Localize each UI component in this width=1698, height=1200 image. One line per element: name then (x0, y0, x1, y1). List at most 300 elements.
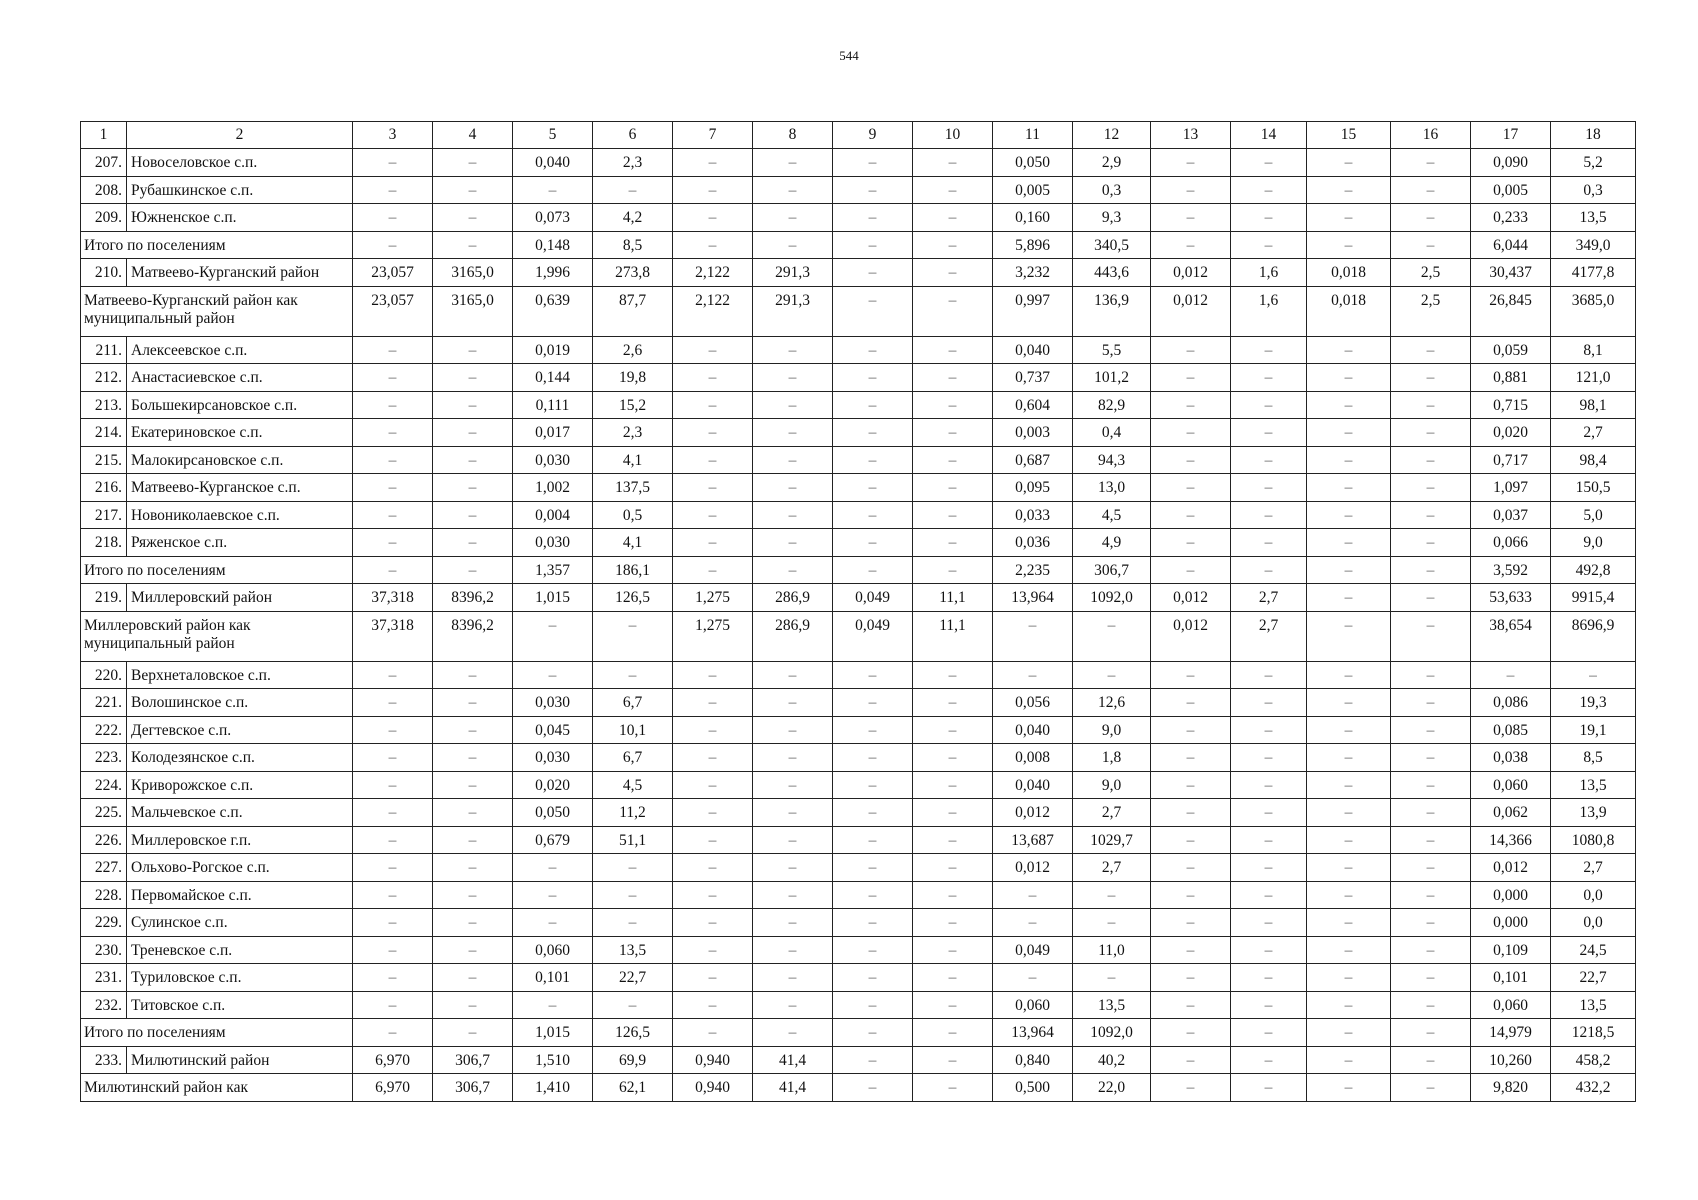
table-row (81, 529, 1636, 557)
value-cell: 22,7 (593, 964, 673, 992)
header-cell: 14 (1231, 122, 1307, 149)
value-cell: 6,970 (353, 1046, 433, 1074)
value-cell: – (913, 964, 993, 992)
value-cell: 0,036 (993, 529, 1073, 557)
value-cell: – (353, 446, 433, 474)
value-cell: – (1307, 204, 1391, 232)
row-name: Екатериновское с.п. (127, 419, 353, 447)
value-cell: 0,717 (1471, 446, 1551, 474)
value-cell: – (433, 231, 513, 259)
value-cell: 3165,0 (433, 286, 513, 336)
value-cell: – (433, 936, 513, 964)
value-cell: – (833, 176, 913, 204)
value-cell: – (433, 854, 513, 882)
value-cell: – (1307, 826, 1391, 854)
value-cell: – (593, 881, 673, 909)
value-cell: – (673, 336, 753, 364)
value-cell: – (433, 1019, 513, 1047)
value-cell: – (833, 419, 913, 447)
value-cell: – (1231, 336, 1307, 364)
value-cell: – (673, 149, 753, 177)
value-cell: 0,005 (1471, 176, 1551, 204)
value-cell: – (673, 661, 753, 689)
value-cell: – (673, 204, 753, 232)
value-cell: – (1391, 744, 1471, 772)
row-number: 227. (81, 854, 127, 882)
value-cell: – (1151, 419, 1231, 447)
value-cell: 2,7 (1551, 419, 1636, 447)
row-number: 221. (81, 689, 127, 717)
value-cell: 1,8 (1073, 744, 1151, 772)
row-number: 207. (81, 149, 127, 177)
value-cell: – (913, 149, 993, 177)
value-cell: – (1391, 391, 1471, 419)
value-cell: 4,1 (593, 446, 673, 474)
value-cell: – (1391, 419, 1471, 447)
value-cell: – (753, 364, 833, 392)
table-row (81, 689, 1636, 717)
value-cell: 0,881 (1471, 364, 1551, 392)
value-cell: – (1307, 661, 1391, 689)
value-cell: – (833, 259, 913, 287)
value-cell: 0,639 (513, 286, 593, 336)
row-label: Итого по поселениям (81, 556, 353, 584)
value-cell: – (1391, 611, 1471, 661)
value-cell: – (433, 501, 513, 529)
value-cell: – (673, 1019, 753, 1047)
value-cell: – (1307, 391, 1391, 419)
value-cell: 0,060 (513, 936, 593, 964)
value-cell: – (433, 474, 513, 502)
value-cell: 0,005 (993, 176, 1073, 204)
value-cell: – (593, 611, 673, 661)
value-cell: – (1151, 1046, 1231, 1074)
value-cell: 37,318 (353, 584, 433, 612)
value-cell: 273,8 (593, 259, 673, 287)
row-number: 229. (81, 909, 127, 937)
value-cell: – (1391, 176, 1471, 204)
header-cell: 4 (433, 122, 513, 149)
header-cell: 16 (1391, 122, 1471, 149)
value-cell: 3165,0 (433, 259, 513, 287)
value-cell: 101,2 (1073, 364, 1151, 392)
header-cell: 6 (593, 122, 673, 149)
total-row (81, 611, 1636, 661)
value-cell: – (833, 964, 913, 992)
value-cell: – (1307, 556, 1391, 584)
value-cell: 41,4 (753, 1046, 833, 1074)
value-cell: – (673, 881, 753, 909)
value-cell: 13,687 (993, 826, 1073, 854)
value-cell: 1,6 (1231, 286, 1307, 336)
value-cell: 13,5 (1073, 991, 1151, 1019)
value-cell: 13,5 (1551, 991, 1636, 1019)
value-cell: 6,970 (353, 1074, 433, 1102)
value-cell: 0,000 (1471, 909, 1551, 937)
value-cell: 13,964 (993, 1019, 1073, 1047)
row-number: 230. (81, 936, 127, 964)
value-cell: 4,2 (593, 204, 673, 232)
value-cell: – (753, 991, 833, 1019)
value-cell: – (353, 231, 433, 259)
value-cell: – (1231, 771, 1307, 799)
value-cell: 9,0 (1073, 716, 1151, 744)
value-cell: 126,5 (593, 584, 673, 612)
value-cell: – (673, 744, 753, 772)
value-cell: – (1231, 661, 1307, 689)
value-cell: 19,1 (1551, 716, 1636, 744)
value-cell: 69,9 (593, 1046, 673, 1074)
value-cell: – (1391, 364, 1471, 392)
value-cell: – (913, 204, 993, 232)
value-cell: 1,6 (1231, 259, 1307, 287)
value-cell: – (353, 854, 433, 882)
value-cell: 19,3 (1551, 689, 1636, 717)
value-cell: – (1391, 661, 1471, 689)
row-name: Туриловское с.п. (127, 964, 353, 992)
value-cell: – (913, 991, 993, 1019)
value-cell: 492,8 (1551, 556, 1636, 584)
table-row (81, 936, 1636, 964)
value-cell: – (833, 936, 913, 964)
value-cell: – (753, 231, 833, 259)
value-cell: 137,5 (593, 474, 673, 502)
value-cell: – (1391, 149, 1471, 177)
header-cell: 3 (353, 122, 433, 149)
value-cell: 0,012 (1151, 259, 1231, 287)
value-cell: – (753, 744, 833, 772)
value-cell: – (673, 991, 753, 1019)
table-row (81, 391, 1636, 419)
row-number: 215. (81, 446, 127, 474)
row-number: 217. (81, 501, 127, 529)
value-cell: – (1391, 854, 1471, 882)
value-cell: – (1231, 936, 1307, 964)
row-number: 225. (81, 799, 127, 827)
value-cell: – (833, 364, 913, 392)
value-cell: – (833, 204, 913, 232)
header-cell: 9 (833, 122, 913, 149)
value-cell: – (1391, 529, 1471, 557)
value-cell: 5,0 (1551, 501, 1636, 529)
value-cell: 286,9 (753, 611, 833, 661)
value-cell: – (913, 881, 993, 909)
table-row (81, 149, 1636, 177)
value-cell: – (353, 991, 433, 1019)
value-cell: – (913, 176, 993, 204)
total-row (81, 556, 1636, 584)
value-cell: – (1391, 826, 1471, 854)
table-row (81, 991, 1636, 1019)
value-cell: – (433, 446, 513, 474)
value-cell: – (1073, 881, 1151, 909)
value-cell: 8396,2 (433, 611, 513, 661)
value-cell: – (353, 501, 433, 529)
table-row (81, 716, 1636, 744)
value-cell: – (1391, 771, 1471, 799)
value-cell: – (1231, 881, 1307, 909)
table-row (81, 881, 1636, 909)
row-number: 209. (81, 204, 127, 232)
value-cell: – (1307, 529, 1391, 557)
value-cell: – (1551, 661, 1636, 689)
value-cell: 0,060 (993, 991, 1073, 1019)
value-cell: – (1231, 909, 1307, 937)
row-number: 224. (81, 771, 127, 799)
row-number: 213. (81, 391, 127, 419)
value-cell: 0,101 (1471, 964, 1551, 992)
header-cell: 17 (1471, 122, 1551, 149)
value-cell: – (753, 336, 833, 364)
value-cell: 11,0 (1073, 936, 1151, 964)
value-cell: – (913, 501, 993, 529)
value-cell: – (1231, 474, 1307, 502)
row-number: 223. (81, 744, 127, 772)
value-cell: 30,437 (1471, 259, 1551, 287)
value-cell: – (673, 964, 753, 992)
value-cell: 0,012 (1151, 286, 1231, 336)
value-cell: 12,6 (1073, 689, 1151, 717)
table-row (81, 446, 1636, 474)
value-cell: 23,057 (353, 259, 433, 287)
row-name: Матвеево-Курганский район (127, 259, 353, 287)
value-cell: 0,0 (1551, 881, 1636, 909)
value-cell: 0,000 (1471, 881, 1551, 909)
value-cell: – (913, 661, 993, 689)
value-cell: – (913, 826, 993, 854)
header-cell: 15 (1307, 122, 1391, 149)
value-cell: 0,030 (513, 529, 593, 557)
value-cell: – (433, 556, 513, 584)
value-cell: – (1073, 909, 1151, 937)
value-cell: 349,0 (1551, 231, 1636, 259)
value-cell: – (1231, 964, 1307, 992)
value-cell: – (1391, 909, 1471, 937)
value-cell: 291,3 (753, 259, 833, 287)
value-cell: – (833, 826, 913, 854)
row-name: Рубашкинское с.п. (127, 176, 353, 204)
value-cell: – (673, 799, 753, 827)
value-cell: 0,040 (513, 149, 593, 177)
value-cell: 2,3 (593, 419, 673, 447)
value-cell: – (593, 854, 673, 882)
value-cell: – (433, 661, 513, 689)
value-cell: 8,5 (593, 231, 673, 259)
value-cell: – (353, 826, 433, 854)
value-cell: – (1391, 1019, 1471, 1047)
value-cell: – (433, 176, 513, 204)
value-cell: 24,5 (1551, 936, 1636, 964)
value-cell: – (913, 419, 993, 447)
row-name: Новоселовское с.п. (127, 149, 353, 177)
value-cell: – (833, 716, 913, 744)
table-row (81, 909, 1636, 937)
value-cell: 186,1 (593, 556, 673, 584)
value-cell: – (1391, 1074, 1471, 1102)
value-cell: – (833, 854, 913, 882)
value-cell: 1,410 (513, 1074, 593, 1102)
value-cell: – (1307, 1019, 1391, 1047)
value-cell: 0,111 (513, 391, 593, 419)
value-cell: – (833, 286, 913, 336)
value-cell: – (753, 771, 833, 799)
value-cell: – (1307, 446, 1391, 474)
value-cell: – (353, 176, 433, 204)
value-cell: 2,3 (593, 149, 673, 177)
value-cell: – (753, 716, 833, 744)
row-name: Треневское с.п. (127, 936, 353, 964)
value-cell: – (1151, 964, 1231, 992)
value-cell: 0,050 (513, 799, 593, 827)
value-cell: 6,7 (593, 744, 673, 772)
row-label: Матвеево-Курганский район как муниципальный район (81, 286, 353, 336)
value-cell: – (593, 991, 673, 1019)
value-cell: 1029,7 (1073, 826, 1151, 854)
value-cell: – (1307, 909, 1391, 937)
value-cell: 0,687 (993, 446, 1073, 474)
value-cell: – (673, 854, 753, 882)
value-cell: – (433, 799, 513, 827)
value-cell: 0,062 (1471, 799, 1551, 827)
value-cell: 87,7 (593, 286, 673, 336)
value-cell: – (1151, 204, 1231, 232)
value-cell: – (433, 771, 513, 799)
value-cell: – (1151, 391, 1231, 419)
value-cell: 9915,4 (1551, 584, 1636, 612)
row-number: 214. (81, 419, 127, 447)
value-cell: – (1307, 611, 1391, 661)
value-cell: – (1231, 826, 1307, 854)
value-cell: – (433, 364, 513, 392)
row-name: Ряженское с.п. (127, 529, 353, 557)
value-cell: – (1391, 716, 1471, 744)
value-cell: 13,964 (993, 584, 1073, 612)
value-cell: 4,1 (593, 529, 673, 557)
value-cell: – (1307, 1046, 1391, 1074)
value-cell: – (433, 716, 513, 744)
value-cell: 40,2 (1073, 1046, 1151, 1074)
value-cell: 1,275 (673, 584, 753, 612)
value-cell: – (673, 689, 753, 717)
value-cell: – (1073, 964, 1151, 992)
value-cell: 121,0 (1551, 364, 1636, 392)
value-cell: – (353, 964, 433, 992)
row-number: 216. (81, 474, 127, 502)
value-cell: 306,7 (433, 1074, 513, 1102)
value-cell: 0,059 (1471, 336, 1551, 364)
value-cell: – (1391, 1046, 1471, 1074)
value-cell: – (1307, 991, 1391, 1019)
value-cell: – (353, 1019, 433, 1047)
value-cell: – (673, 716, 753, 744)
value-cell: – (1151, 149, 1231, 177)
value-cell: – (353, 149, 433, 177)
value-cell: – (1307, 964, 1391, 992)
value-cell: 0,5 (593, 501, 673, 529)
value-cell: – (1231, 446, 1307, 474)
value-cell: – (753, 964, 833, 992)
value-cell: 0,030 (513, 689, 593, 717)
value-cell: – (1307, 936, 1391, 964)
row-name: Титовское с.п. (127, 991, 353, 1019)
value-cell: – (833, 689, 913, 717)
value-cell: – (1307, 231, 1391, 259)
value-cell: 4,5 (593, 771, 673, 799)
value-cell: 0,012 (1471, 854, 1551, 882)
value-cell: – (753, 529, 833, 557)
row-name: Малокирсановское с.п. (127, 446, 353, 474)
row-name: Алексеевское с.п. (127, 336, 353, 364)
value-cell: – (833, 336, 913, 364)
value-cell: – (753, 826, 833, 854)
value-cell: 2,7 (1073, 854, 1151, 882)
value-cell: – (1307, 881, 1391, 909)
value-cell: – (753, 149, 833, 177)
value-cell: – (913, 364, 993, 392)
value-cell: – (1151, 336, 1231, 364)
value-cell: 0,038 (1471, 744, 1551, 772)
header-cell: 1 (81, 122, 127, 149)
value-cell: 0,018 (1307, 286, 1391, 336)
value-cell: 4,5 (1073, 501, 1151, 529)
value-cell: 51,1 (593, 826, 673, 854)
value-cell: – (1307, 771, 1391, 799)
value-cell: – (433, 391, 513, 419)
value-cell: – (753, 176, 833, 204)
value-cell: – (353, 661, 433, 689)
value-cell: 0,233 (1471, 204, 1551, 232)
value-cell: – (833, 501, 913, 529)
value-cell: 8696,9 (1551, 611, 1636, 661)
value-cell: – (1151, 744, 1231, 772)
value-cell: – (913, 909, 993, 937)
value-cell: – (1151, 854, 1231, 882)
row-number: 222. (81, 716, 127, 744)
value-cell: – (1307, 689, 1391, 717)
value-cell: 0,715 (1471, 391, 1551, 419)
value-cell: 0,049 (993, 936, 1073, 964)
value-cell: – (753, 909, 833, 937)
value-cell: – (913, 1074, 993, 1102)
value-cell: – (1391, 204, 1471, 232)
value-cell: 2,9 (1073, 149, 1151, 177)
value-cell: 0,604 (993, 391, 1073, 419)
value-cell: 38,654 (1471, 611, 1551, 661)
row-name: Сулинское с.п. (127, 909, 353, 937)
value-cell: – (1307, 336, 1391, 364)
row-label: Итого по поселениям (81, 1019, 353, 1047)
value-cell: 0,040 (993, 336, 1073, 364)
header-cell: 7 (673, 122, 753, 149)
header-cell: 12 (1073, 122, 1151, 149)
header-cell: 2 (127, 122, 353, 149)
value-cell: 0,012 (993, 799, 1073, 827)
value-cell: – (353, 391, 433, 419)
value-cell: – (833, 799, 913, 827)
value-cell: 14,979 (1471, 1019, 1551, 1047)
table-row (81, 584, 1636, 612)
value-cell: – (753, 799, 833, 827)
page-number: 544 (839, 48, 859, 63)
value-cell: 0,012 (1151, 584, 1231, 612)
row-name: Миллеровский район (127, 584, 353, 612)
table-row (81, 204, 1636, 232)
value-cell: – (353, 689, 433, 717)
header-cell: 10 (913, 122, 993, 149)
value-cell: – (913, 336, 993, 364)
value-cell: 1,357 (513, 556, 593, 584)
value-cell: 98,4 (1551, 446, 1636, 474)
